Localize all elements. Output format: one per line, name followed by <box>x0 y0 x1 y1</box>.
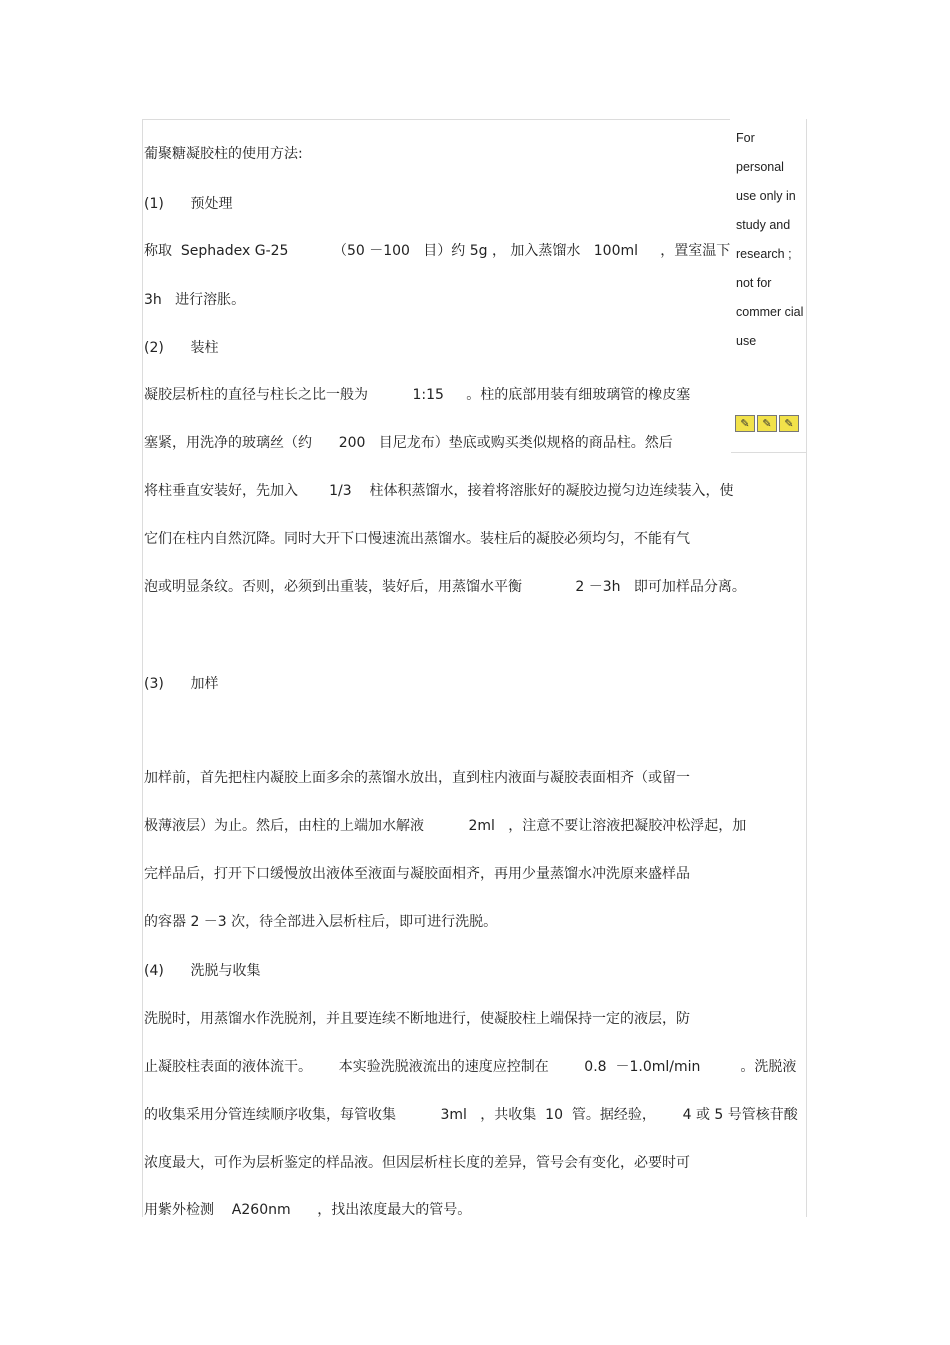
paragraph-line: 的收集采用分管连续顺序收集，每管收集 3ml ，共收集 10 管。据经验， 4 或 5 号管核苷酸 <box>144 1107 798 1123</box>
paragraph-line: 浓度最大，可作为层析鉴定的样品液。但因层析柱长度的差异，管号会有变化，必要时可 <box>144 1155 690 1171</box>
page-frame-right <box>806 452 807 1217</box>
paragraph-line: 极薄液层）为止。然后，由柱的上端加水解液 2ml ，注意不要让溶液把凝胶冲松浮起，加 <box>144 818 747 834</box>
section-heading: (3) 加样 <box>144 676 219 692</box>
side-note-text: For personal use only in study and research ; not for commer cial use <box>736 131 804 348</box>
pencil-icon: ✎ <box>757 415 777 432</box>
paragraph-line: 它们在柱内自然沉降。同时大开下口慢速流出蒸馏水。装柱后的凝胶必须均匀，不能有气 <box>144 531 690 547</box>
side-note-box <box>731 119 807 453</box>
paragraph-line: 3h 进行溶胀。 <box>144 292 246 308</box>
paragraph-line: 的容器 2 －3 次，待全部进入层析柱后，即可进行洗脱。 <box>144 914 498 930</box>
paragraph-line: 止凝胶柱表面的液体流干。 本实验洗脱液流出的速度应控制在 0.8 －1.0ml/min 。洗脱液 <box>144 1059 797 1075</box>
page-frame-top <box>142 119 730 120</box>
paragraph-line: 称取 Sephadex G-25 （50 －100 目）约 5g ， 加入蒸馏水 100ml ，置室温下 <box>144 243 731 259</box>
section-heading: (4) 洗脱与收集 <box>144 963 261 979</box>
paragraph-line: 凝胶层析柱的直径与柱长之比一般为 1:15 。柱的底部用装有细玻璃管的橡皮塞 <box>144 387 691 403</box>
paragraph-line: 加样前，首先把柱内凝胶上面多余的蒸馏水放出，直到柱内液面与凝胶表面相齐（或留一 <box>144 770 690 786</box>
section-heading: (1) 预处理 <box>144 196 233 212</box>
paragraph-line: 泡或明显条纹。否则，必须到出重装，装好后，用蒸馏水平衡 2 －3h 即可加样品分离。 <box>144 579 746 595</box>
paragraph-line: 用紫外检测 A260nm ，找出浓度最大的管号。 <box>144 1202 472 1218</box>
paragraph-line: 将柱垂直安装好，先加入 1/3 柱体积蒸馏水，接着将溶胀好的凝胶边搅匀边连续装入，使 <box>144 483 734 499</box>
pencil-icon: ✎ <box>735 415 755 432</box>
side-icons <box>735 415 799 432</box>
page-frame-left <box>142 119 143 1217</box>
paragraph-line: 塞紧，用洗净的玻璃丝（约 200 目尼龙布）垫底或购买类似规格的商品柱。然后 <box>144 435 673 451</box>
paragraph-line: 洗脱时，用蒸馏水作洗脱剂，并且要连续不断地进行，使凝胶柱上端保持一定的液层，防 <box>144 1011 690 1027</box>
section-heading: (2) 装柱 <box>144 340 219 356</box>
pencil-icon: ✎ <box>779 415 799 432</box>
paragraph-line: 完样品后，打开下口缓慢放出液体至液面与凝胶面相齐，再用少量蒸馏水冲洗原来盛样品 <box>144 866 690 882</box>
document-title: 葡聚糖凝胶柱的使用方法: <box>144 146 303 162</box>
